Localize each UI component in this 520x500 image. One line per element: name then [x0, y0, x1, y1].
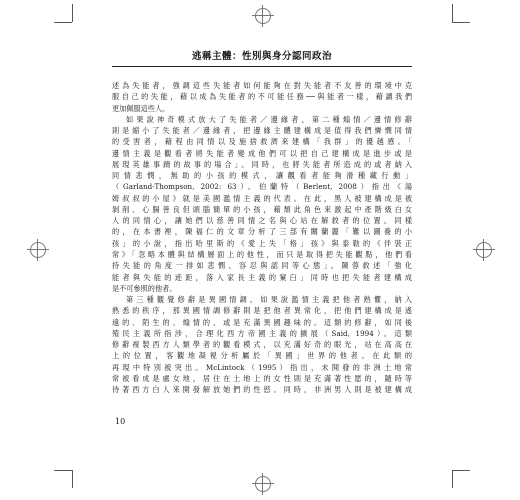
text-line: 的受害者，藉程由同情以及施捨救濟來建構「我群」的優越感。「	[112, 137, 412, 147]
text-line: 修辭複製西方人類學者的觀看模式，以充滿好奇的眼光，站在高高在	[112, 340, 412, 350]
text-line: 持失能的角度一排如悲憫、容忍與認同等心態」。陳蓉救述「強化	[112, 261, 412, 271]
text-line: （Garland-Thompson, 2002: 63）。伯蘭特（Berlent, 2008）指出《湯	[112, 182, 412, 192]
text-line: 述為失能者，強調這些失能者如何能夠在對失能者不友善的環境中克	[112, 81, 412, 90]
registration-mark	[476, 242, 492, 258]
crop-mark	[452, 4, 453, 22]
crop-mark	[452, 470, 470, 471]
text-line: 人的同情心，讓她們以慈善同情之名與心站在解救者的位置。同樣	[112, 216, 412, 226]
crop-mark	[54, 470, 72, 471]
text-line: 則是縮小了失能者／邊緣者，把邊緣主體建構成是值得我們憐憫同情	[112, 126, 412, 136]
text-line: 殖民主義所指涉，合理化西方帝國主義的擴展（Said, 1994）。這類	[112, 328, 412, 338]
text-line: 服自己的失能，藉以成為失能者的不可能任務──與能者一樣，藉讀我們	[112, 92, 412, 102]
crop-mark	[72, 4, 73, 22]
text-line: 姆叔叔的小屋》就是美國濫情主義的代表。在此，黑人被建構成是被	[112, 193, 412, 203]
registration-mark	[30, 242, 46, 258]
text-line: 的，在本書裡，陳福仁的文章分析了三部有關蘭麗「難以圖養的小	[112, 227, 412, 237]
header-rule	[112, 66, 412, 67]
crop-mark	[452, 470, 453, 488]
crop-mark	[452, 22, 470, 23]
running-head: 逃稱主體：性別與身分認同政治	[191, 51, 332, 62]
crop-mark	[54, 22, 72, 23]
text-line: 熟悉的秩序，那異國情調修辭則是把他者異常化，把他們建構成是遙	[112, 306, 412, 316]
text-line: 是不可參照的他者。	[112, 283, 177, 293]
registration-mark	[255, 476, 271, 492]
text-line: 展現英雄事蹟的故事的場合」。同時，也將失能者所造成的或者納入	[112, 159, 412, 169]
registration-mark	[255, 8, 271, 24]
text-line: 能者與失能的迹距，落入家長主義的窠臼」同時也把失能者建構成	[112, 272, 412, 282]
text-line: 第三種觀覺修辭是異國情調。如果說濫情主義把他者熟懼，納入	[126, 295, 412, 305]
body-text	[112, 80, 412, 395]
text-line: 遠的、陌生的、煽情的、或是充滿異國趣味的。這類的修辭，如同後	[112, 317, 412, 327]
text-line: 更加佩服這些人。	[112, 103, 170, 113]
text-line: 上的位置，客觀地凝視分析屬於「異國」世界的他者。在此類的	[112, 351, 412, 361]
text-line: 待著西方白人來開發解放她們的性慾。同時，非洲男人則是被建構成	[112, 385, 412, 395]
text-line: 再現中特別被突出。McLintock（1995）指出，未開發的非洲土地常	[112, 362, 412, 372]
text-line: 邊情主義是觀看者將失能者變成他們可以把自己建構成是進步或是	[112, 148, 412, 158]
text-line: 剝削、心腸善良但頭腦簡單的小孩，藉頹此角色來激起中產階級白女	[112, 204, 412, 214]
text-line: 常被看成是處女地，居住在土地上的女性則是充滿著性愿的，隨時等	[112, 373, 412, 383]
text-line: 常》「忽略本體與結構層面上的他性，而只是取得把失能觀點，他們看	[112, 249, 412, 259]
text-line: 同情悲憫，無助的小孩的模式，讓觀看者能夠滑種藏行動」	[112, 171, 412, 181]
text-line: 如果說神奇模式放大了失能者／邊緣者，第二種煽情／邊情修辭	[126, 114, 412, 124]
crop-mark	[72, 470, 73, 488]
page-number: 10	[115, 417, 126, 426]
text-line: 孩」的小說，指出哈里斯的《愛上失「格」孩》與泰勒的《伴裝正	[112, 238, 412, 248]
